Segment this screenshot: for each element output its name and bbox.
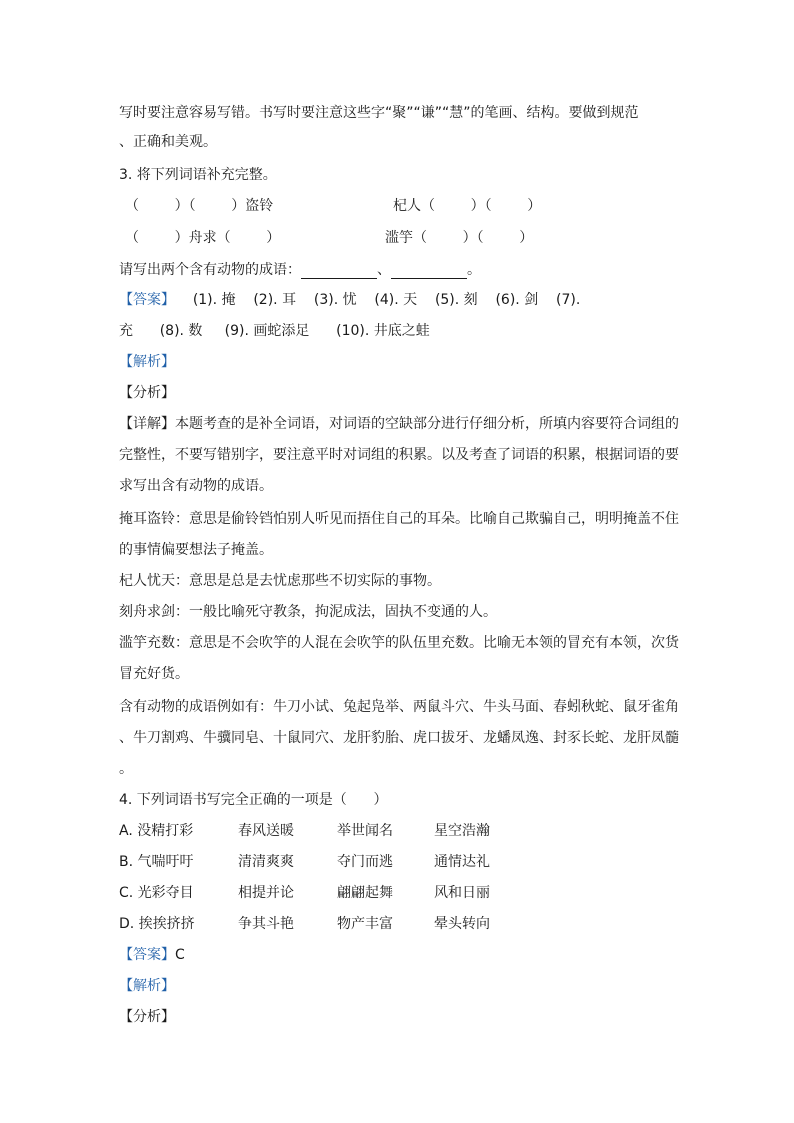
option-label: B. 气喘吁吁 [119,854,194,870]
analysis-label: 【解析】 [119,978,175,994]
definition-line: 冒充好货。 [119,666,189,682]
answer-label: 【答案】 [119,947,175,963]
separator: 、 [377,262,391,278]
detail-line [119,415,679,433]
line-end: 。 [467,262,481,278]
option-word: 举世闻名 [337,823,393,839]
definition-line: 杞人忧天：意思是总是去忧虑那些不切实际的事物。 [119,573,441,589]
animal-idioms-line: 、牛刀割鸡、牛骥同皂、十鼠同穴、龙肝豹胎、虎口拔牙、龙蟠凤逸、封豕长蛇、龙肝凤髓 [119,730,679,746]
option-label: A. 没精打彩 [119,823,194,839]
q3-animal-line [119,261,481,279]
definition-line: 掩耳盗铃：意思是偷铃铛怕别人听见而捂住自己的耳朵。比喻自己欺骗自己，明明掩盖不住 [119,511,679,527]
option-word: 夺门而逃 [337,854,393,870]
detail-line: 求写出含有动物的成语。 [119,478,273,494]
answer-label: 【答案】 [119,292,175,308]
definition-line: 刻舟求剑：一般比喻死守教条，拘泥成法，固执不变通的人。 [119,604,497,620]
option-word: 翩翩起舞 [337,885,393,901]
animal-idioms-line: 。 [119,761,133,777]
option-label: D. 挨挨挤挤 [119,916,195,932]
q3-row2-right: 滥竽（ ）（ ） [385,230,534,246]
option-word: 星空浩瀚 [434,823,490,839]
option-word: 清清爽爽 [238,854,294,870]
q3-answers: (1). 掩 (2). 耳 (3). 忧 (4). 天 (5). 刻 (6). 剑 (7). [192,292,581,308]
option-word: 通情达礼 [434,854,490,870]
analysis-label: 【解析】 [119,354,175,370]
option-word: 晕头转向 [434,916,490,932]
option-label: C. 光彩夺目 [119,885,194,901]
q4-answer: C [175,947,185,963]
option-word: 争其斗艳 [238,916,294,932]
definition-line: 滥竽充数：意思是不会吹竽的人混在会吹竽的队伍里充数。比喻无本领的冒充有本领，次货 [119,635,679,651]
q3-animal-prefix: 请写出两个含有动物的成语： [119,262,301,278]
question-4-title: 4. 下列词语书写完全正确的一项是（ ） [119,792,388,808]
text-line: 写时要注意容易写错。书写时要注意这些字“聚”“谦”“慧”的笔画、结构。要做到规范 [119,105,639,121]
fenxi-label: 【分析】 [119,385,175,401]
animal-idioms-line: 含有动物的成语例如有：牛刀小试、兔起凫举、两鼠斗穴、牛头马面、春蚓秋蛇、鼠牙雀角 [119,699,679,715]
option-word: 物产丰富 [337,916,393,932]
q3-row1-left: （ ）（ ）盗铃 [125,198,274,214]
q3-row2-left: （ ）舟求（ ） [125,230,281,246]
answer-blank-1 [301,264,377,279]
q3-row1-right: 杞人（ ）（ ） [393,198,542,214]
detail-text: 本题考查的是补全词语，对词语的空缺部分进行仔细分析，所填内容要符合词组的 [175,416,679,432]
detail-label: 【详解】 [119,416,175,432]
q4-answer-line [119,946,185,964]
q3-answers-cont: 充 (8). 数 (9). 画蛇添足 (10). 井底之蛙 [119,323,430,339]
detail-line: 完整性，不要写错别字，要注意平时对词组的积累。以及考查了词语的积累，根据词语的要 [119,447,679,463]
option-word: 相提并论 [238,885,294,901]
option-word: 风和日丽 [434,885,490,901]
text-line: 、正确和美观。 [119,134,217,150]
question-3-title: 3. 将下列词语补充完整。 [119,167,277,183]
answer-blank-2 [391,264,467,279]
option-word: 春风送暖 [238,823,294,839]
fenxi-label: 【分析】 [119,1009,175,1025]
definition-line: 的事情偏要想法子掩盖。 [119,542,273,558]
q3-answer-line [119,291,580,309]
